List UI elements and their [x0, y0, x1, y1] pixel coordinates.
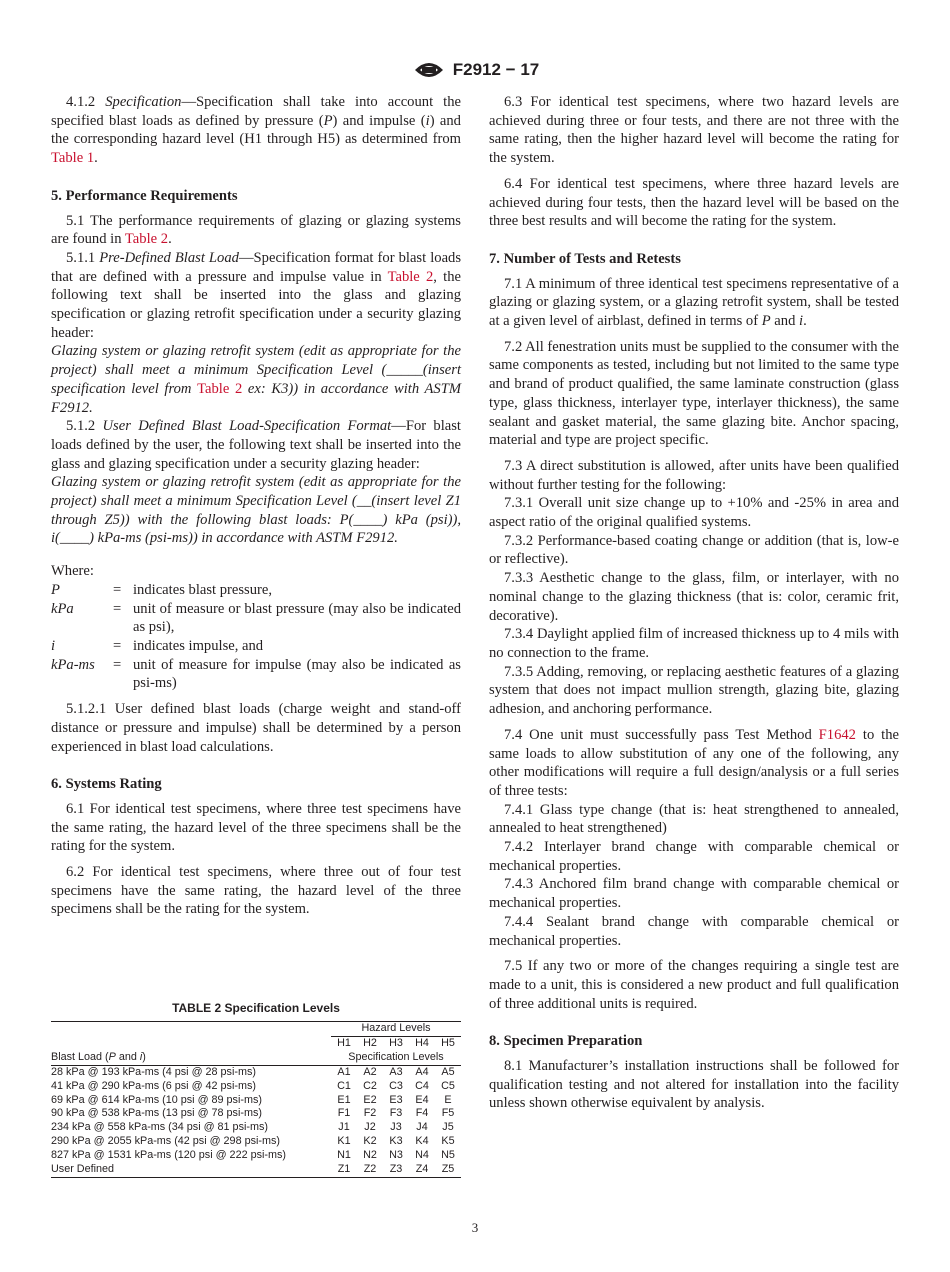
spec-template-user-defined: Glazing system or glazing retrofit system (edit as appropriate for the project) shall meet a minimum Specification Level (__(insert level Z1 through Z5)) with the following blast loads: P(____) kPa (psi)), i(____) kPa-ms (psi-ms)) in accordance with ASTM F2912.	[51, 474, 461, 547]
table-2-link[interactable]: Table 2	[387, 268, 434, 285]
specification-level-cell: F1	[337, 1107, 351, 1120]
table-row	[51, 1107, 461, 1121]
spec-template-predefined: Glazing system or glazing retrofit system (edit as appropriate for the project) shall meet a minimum Specification Level (_____(insert specification level from Table 2 ex: K3)) in accordance with ASTM F2912.	[51, 343, 461, 416]
column-header: H3	[383, 1036, 409, 1050]
specification-level-cell: A1	[337, 1065, 351, 1078]
definition-equals: =	[113, 637, 122, 654]
blast-load-cell: User Defined	[51, 1163, 331, 1177]
specification-level-cell: K3	[389, 1135, 403, 1148]
specification-level-cell: E1	[337, 1093, 351, 1106]
paragraph-7-4-1: 7.4.1 Glass type change (that is: heat strengthened to annealed, annealed to heat strengthened)	[489, 801, 899, 837]
specification-level-cell: K5	[441, 1135, 455, 1148]
astm-logo-icon	[411, 58, 447, 82]
page-number: 3	[471, 1220, 479, 1235]
paragraph-4-1-2: 4.1.2 Specification—Specification shall take into account the specified blast loads as defined by pressure (P) and impulse (i) and the corresponding hazard level (H1 through H5) as determined from Table 1.	[51, 94, 461, 167]
blast-load-cell: 28 kPa @ 193 kPa-ms (4 psi @ 28 psi-ms)	[51, 1065, 256, 1078]
column-header: H4	[409, 1036, 435, 1050]
paragraph-7-4: 7.4 One unit must successfully pass Test Method F1642 to the same loads to allow substitution of any one of the following, any other modifications will require a full design/analysis or a full series of three tests:	[489, 726, 899, 799]
definition-text: indicates blast pressure,	[133, 581, 273, 598]
definition-equals: =	[113, 600, 122, 617]
table-row	[51, 1163, 461, 1177]
specification-level-cell: F4	[415, 1107, 429, 1120]
specification-level-cell: J5	[442, 1121, 454, 1134]
table-2-title: TABLE 2 Specification Levels	[172, 1001, 340, 1015]
table-body	[51, 1065, 461, 1177]
paragraph-6-4: 6.4 For identical test specimens, where three hazard levels are achieved during four tests, then the hazard level will be based on the three best results and will become the rating for the system.	[489, 175, 899, 230]
paragraph-7-4-3: 7.4.3 Anchored film brand change with comparable chemical or mechanical properties.	[489, 876, 899, 912]
specification-level-cell: N2	[363, 1149, 377, 1162]
paragraph-7-1: 7.1 A minimum of three identical test specimens representative of a glazing or glazing system, or a glazing retrofit system, shall be tested at a given level of airblast, defined in terms of P and i.	[489, 275, 899, 330]
specification-level-cell: E3	[389, 1093, 403, 1106]
specification-level-cell: J2	[364, 1121, 376, 1134]
specification-levels-header: Specification Levels	[331, 1051, 461, 1065]
specification-level-cell: Z2	[357, 1163, 383, 1177]
column-header: H2	[357, 1036, 383, 1050]
blast-load-cell: 41 kPa @ 290 kPa-ms (6 psi @ 42 psi-ms)	[51, 1079, 256, 1092]
specification-level-cell: F3	[389, 1107, 403, 1120]
specification-level-cell: K1	[337, 1135, 351, 1148]
table-row	[51, 1135, 461, 1149]
specification-level-cell: C3	[389, 1079, 403, 1092]
specification-level-cell: A5	[441, 1065, 455, 1078]
paragraph-5-1-1: 5.1.1 Pre-Defined Blast Load—Specification format for blast loads that are defined with a pressure and impulse value in Table 2, the following text shall be inserted into the glass and glazing specification or glazing retrofit specification under a security glazing header:	[51, 249, 462, 341]
specification-level-cell: A2	[363, 1065, 377, 1078]
specification-level-cell: Z4	[409, 1163, 435, 1177]
section-8-heading: 8. Specimen Preparation	[489, 1033, 643, 1050]
definition-symbol: P	[51, 581, 60, 598]
table-row	[51, 1149, 461, 1163]
specification-level-cell: C5	[441, 1079, 455, 1092]
paragraph-6-3: 6.3 For identical test specimens, where two hazard levels are achieved during three or four tests, and there are not three with the same rating, then the higher hazard level will become the rating for the system.	[489, 94, 899, 167]
specification-level-cell: K4	[415, 1135, 429, 1148]
f1642-link[interactable]: F1642	[818, 726, 856, 743]
column-header: H5	[435, 1036, 461, 1050]
paragraph-5-1: 5.1 The performance requirements of glazing or glazing systems are found in Table 2.	[51, 212, 461, 248]
specification-level-cell: C1	[337, 1079, 351, 1092]
blast-load-cell: 827 kPa @ 1531 kPa-ms (120 psi @ 222 psi-ms)	[51, 1149, 286, 1162]
column-header: H1	[331, 1036, 357, 1050]
specification-levels-table	[51, 1021, 461, 1178]
blast-load-header: Blast Load (P and i)	[51, 1051, 331, 1065]
specification-level-cell: N5	[441, 1149, 455, 1162]
paragraph-7-5: 7.5 If any two or more of the changes requiring a single test are made to a unit, this is considered a new product and full qualification of three additional units is required.	[489, 958, 899, 1012]
specification-level-cell: F2	[363, 1107, 377, 1120]
specification-level-cell: C2	[363, 1079, 377, 1092]
table-header-row	[51, 1022, 461, 1037]
definition-equals: =	[113, 656, 122, 673]
paragraph-7-3-5: 7.3.5 Adding, removing, or replacing aesthetic features of a glazing system that does not impact mullion strength, glazing bite, glazing adhesion, and anchoring performance.	[489, 663, 899, 718]
table-2-link[interactable]: Table 2	[197, 380, 243, 397]
specification-level-cell: Z3	[383, 1163, 409, 1177]
table-header-row	[51, 1051, 461, 1065]
paragraph-6-1: 6.1 For identical test specimens, where three test specimens have the same rating, the hazard level of the three specimens shall be the rating for the system.	[51, 800, 461, 855]
definition-symbol: kPa	[51, 600, 74, 617]
specification-level-cell: N3	[389, 1149, 403, 1162]
specification-level-cell: J4	[416, 1121, 428, 1134]
definitions-list	[51, 581, 461, 693]
specification-level-cell: N1	[337, 1149, 351, 1162]
definition-text: unit of measure or blast pressure (may also be indicated as psi),	[133, 600, 461, 636]
specification-level-cell: N4	[415, 1149, 429, 1162]
paragraph-5-1-2-1: 5.1.2.1 User defined blast loads (charge weight and stand-off distance or pressure and impulse) shall be determined by a person experienced in blast load calculations.	[51, 701, 461, 755]
specification-level-cell: Z5	[435, 1163, 461, 1177]
specification-level-cell: A4	[415, 1065, 429, 1078]
definition-equals: =	[113, 581, 122, 598]
table-2-link[interactable]: Table 2	[124, 231, 169, 248]
specification-level-cell: J1	[338, 1121, 350, 1134]
blast-load-cell: 90 kPa @ 538 kPa-ms (13 psi @ 78 psi-ms)	[51, 1107, 262, 1120]
right-column	[489, 93, 899, 1113]
document-id: F2912 − 17	[452, 60, 540, 79]
paragraph-7-4-2: 7.4.2 Interlayer brand change with comparable chemical or mechanical properties.	[489, 839, 899, 874]
definition-symbol: kPa-ms	[51, 656, 95, 673]
table-row	[51, 1094, 461, 1108]
left-column	[51, 93, 461, 919]
paragraph-6-2: 6.2 For identical test specimens, where three out of four test specimens have the same rating, the hazard level of the three specimens shall be the rating for the system.	[51, 864, 461, 918]
paragraph-7-3-3: 7.3.3 Aesthetic change to the glass, film, or interlayer, with no nominal change to the glazing thickness (that is: color, ceramic frit, decorative).	[489, 570, 899, 624]
section-7-heading: 7. Number of Tests and Retests	[489, 250, 681, 267]
definition-text: indicates impulse, and	[133, 637, 264, 654]
table-2	[51, 1001, 461, 1178]
specification-level-cell: A3	[389, 1065, 403, 1078]
paragraph-5-1-2: 5.1.2 User Defined Blast Load-Specification Format—For blast loads defined by the user, the following text shall be inserted into the glass and glazing specification under a security glazing header:	[51, 418, 461, 472]
page-header	[0, 58, 950, 82]
definition-text: unit of measure for impulse (may also be indicated as psi-ms)	[133, 656, 461, 692]
section-5-heading: 5. Performance Requirements	[51, 187, 238, 204]
paragraph-7-3: 7.3 A direct substitution is allowed, after units have been qualified without further testing for the following:	[489, 457, 899, 493]
specification-level-cell: C4	[415, 1079, 429, 1092]
blast-load-cell: 290 kPa @ 2055 kPa-ms (42 psi @ 298 psi-ms)	[51, 1135, 280, 1148]
table-1-link[interactable]: Table 1	[51, 150, 95, 167]
paragraph-7-3-2: 7.3.2 Performance-based coating change or addition (that is, low-e or reflective).	[489, 532, 899, 568]
specification-level-cell: F5	[441, 1107, 455, 1120]
table-header-row	[51, 1036, 461, 1050]
paragraph-8-1: 8.1 Manufacturer’s installation instructions shall be followed for qualification testing and not altered for installation into the facility unless shown otherwise equivalent by analysis.	[489, 1058, 899, 1112]
specification-level-cell: K2	[363, 1135, 377, 1148]
blast-load-cell: 234 kPa @ 558 kPa-ms (34 psi @ 81 psi-ms)	[51, 1121, 268, 1134]
hazard-levels-header: Hazard Levels	[361, 1022, 431, 1034]
specification-level-cell: E2	[363, 1093, 377, 1106]
table-row	[51, 1065, 461, 1079]
paragraph-7-3-4: 7.3.4 Daylight applied film of increased thickness up to 4 mils with no connection to the frame.	[489, 626, 899, 661]
blast-load-cell: 69 kPa @ 614 kPa-ms (10 psi @ 89 psi-ms)	[51, 1093, 262, 1106]
definition-symbol: i	[51, 637, 56, 654]
specification-level-cell: Z1	[331, 1163, 357, 1177]
paragraph-7-2: 7.2 All fenestration units must be supplied to the consumer with the same components as tested, including but not limited to the same type and brand of product qualified, the same laminate construction (glass type, glass thickness, interlayer type, interlayer thickness), the same sealant and gasket material, the same glazing bite. Anchor spacing, material and type are project specific.	[489, 338, 899, 449]
specification-level-cell: J3	[390, 1121, 402, 1134]
table-row	[51, 1121, 461, 1135]
table-row	[51, 1080, 461, 1094]
specification-level-cell: E4	[415, 1093, 429, 1106]
specification-level-cell: E	[444, 1093, 452, 1106]
where-label: Where:	[51, 563, 94, 580]
paragraph-7-3-1: 7.3.1 Overall unit size change up to +10% and -25% in area and aspect ratio of the original qualified systems.	[489, 495, 899, 531]
paragraph-7-4-4: 7.4.4 Sealant brand change with comparable chemical or mechanical properties.	[489, 913, 899, 949]
section-6-heading: 6. Systems Rating	[51, 776, 162, 793]
